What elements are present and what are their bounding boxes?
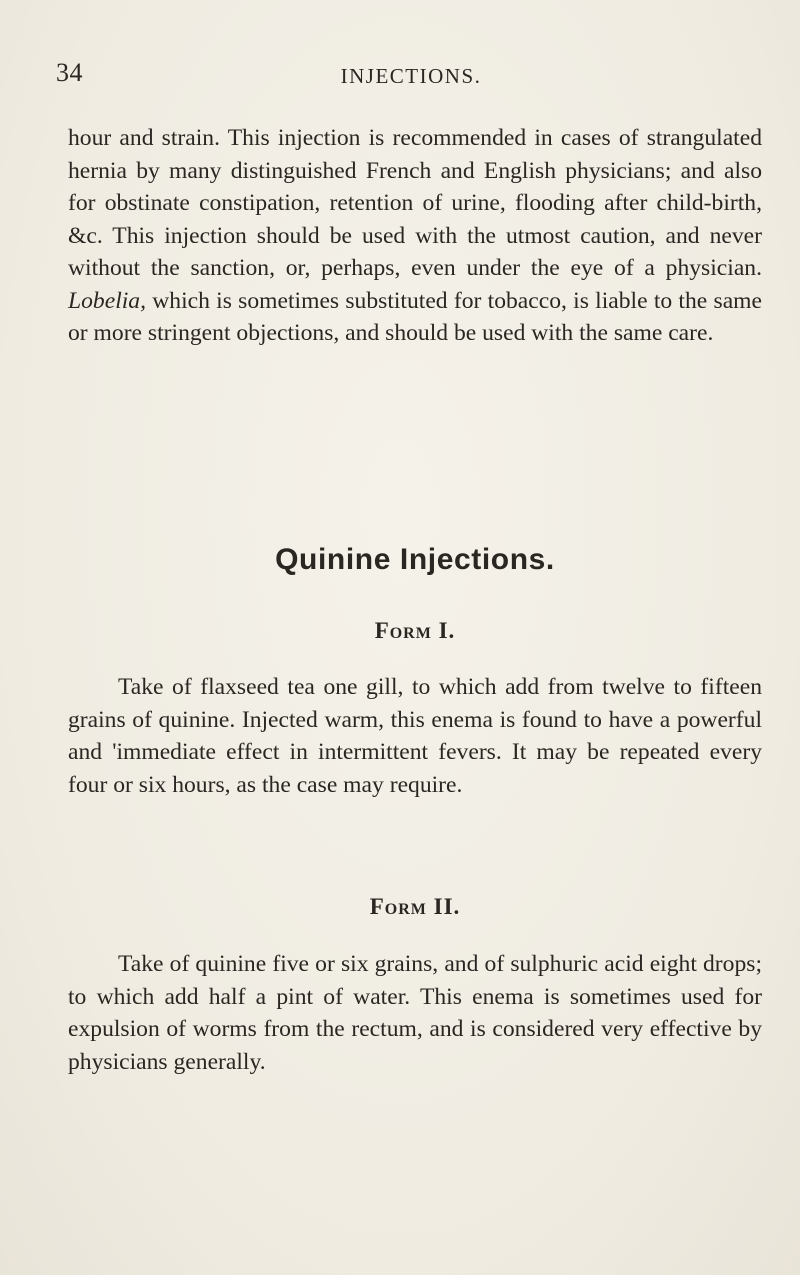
running-title: INJECTIONS. — [340, 64, 482, 88]
form-one-text: Take of flaxseed tea one gill, to which add from twelve to fifteen grains of quinine. Injected warm, this enema is found to have a powerful and 'immediate effect in intermittent fevers. It may be repeated every four or six hours, as the case may require. — [68, 674, 762, 798]
form-two-title: Form II. — [369, 894, 461, 919]
page-number: 34 — [56, 58, 83, 87]
section-heading: Quinine Injections. — [275, 543, 555, 576]
paragraph-text-end: which is sometimes substituted for tobacco, is liable to the same or more stringent objections, and should be used with the same care. — [68, 287, 762, 346]
running-head — [56, 58, 742, 94]
form-one-title: Form I. — [374, 618, 456, 643]
lobelia-italic: Lobelia, — [68, 287, 146, 314]
continued-paragraph — [68, 122, 762, 350]
form-two-text: Take of quinine five or six grains, and of sulphuric acid eight drops; to which add half a pint of water. This enema is sometimes used for expulsion of worms from the rectum, and is considered very effective by physicians generally. — [68, 951, 762, 1075]
paragraph-text-start: hour and strain. This injection is recommended in cases of strangulated hernia by many distinguished French and English physicians; and also for obstinate constipation, retention of urine, flooding after child-birth, &c. This injection should be used with the utmost caution, and never without the sanction, or, perhaps, even under the eye of a physician. — [68, 125, 762, 281]
